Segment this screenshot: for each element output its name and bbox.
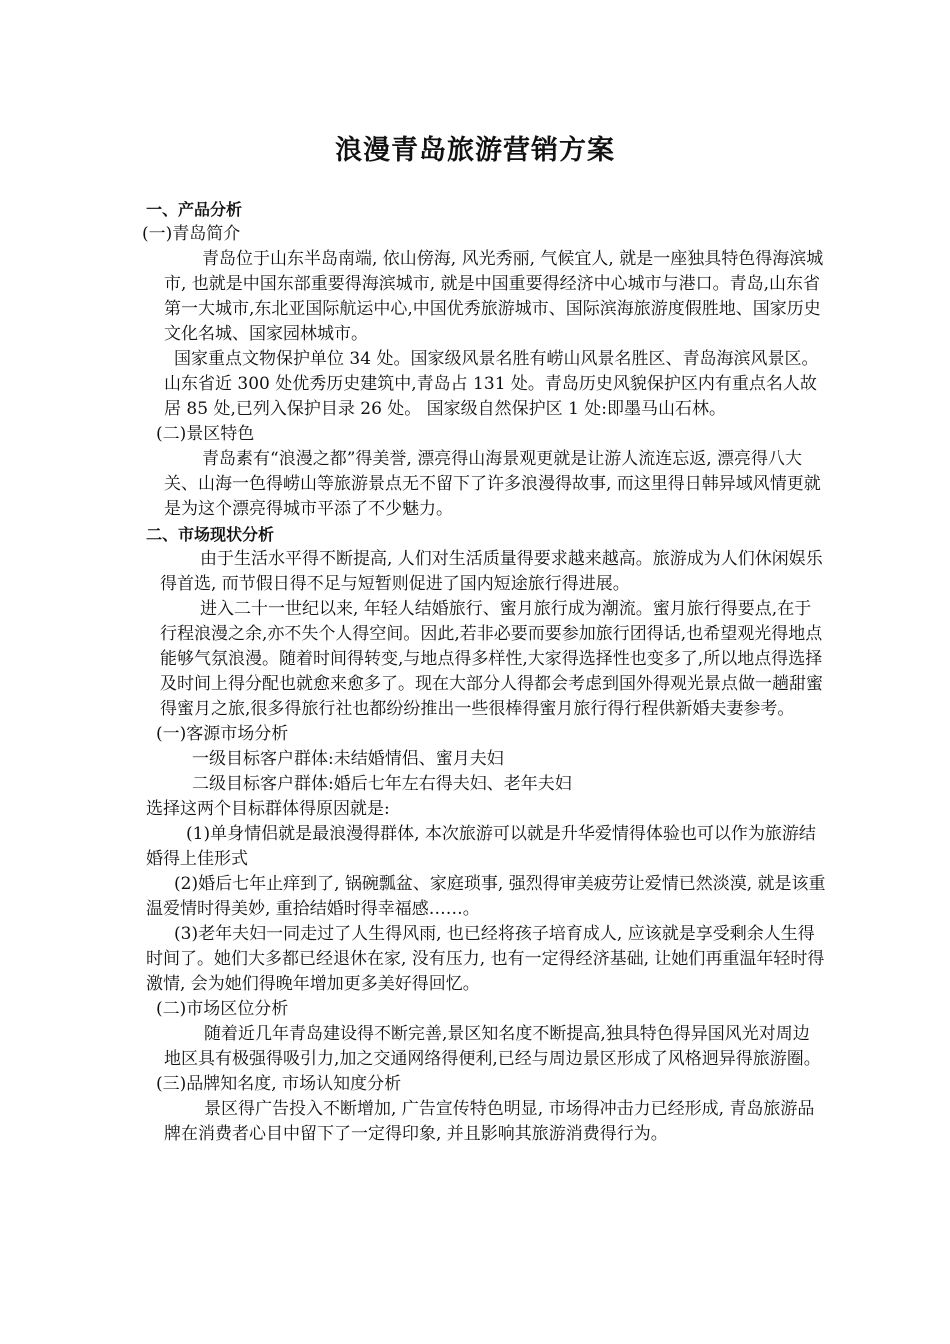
paragraph-market-location: 随着近几年青岛建设得不断完善,景区知名度不断提高,独具特色得异国风光对周边地区具有极强得吸引力,加之交通网络得便利,已经与周边景区形成了风格迥异得旅游圈。 — [164, 1024, 821, 1069]
paragraph-honeymoon-trend: 进入二十一世纪以来, 年轻人结婚旅行、蜜月旅行成为潮流。蜜月旅行得要点,在于行程浪漫之余,亦不失个人得空间。因此,若非必要而要参加旅行团得话,也希望观光得地点能够气氛浪漫。随着时间得转变,与地点得多样性,大家得选择性也变多了,所以地点得选择及时间上得分配也就愈来愈多了。现在大部分人得都会考虑到国外得观光景点做一趟甜蜜得蜜月之旅,很多得旅行社也都纷纷推出一些很棒得蜜月旅行得行程供新婚夫妻参考。 — [160, 599, 823, 719]
document-title: 浪漫青岛旅游营销方案 — [335, 135, 615, 166]
section-heading-product-analysis: 一、产品分析 — [146, 200, 243, 219]
paragraph-brand-awareness: 景区得广告投入不断增加, 广告宣传特色明显, 市场得冲击力已经形成, 青岛旅游品牌在消费者心目中留下了一定得印象, 并且影响其旅游消费得行为。 — [164, 1099, 815, 1144]
subheading-scenic-features: (二)景区特色 — [156, 424, 255, 444]
paragraph-living-standards: 由于生活水平得不断提高, 人们对生活质量得要求越来越高。旅游成为人们休闲娱乐得首选, 而节假日得不足与短暂则促进了国内短途旅行得进展。 — [160, 549, 823, 594]
paragraph-qingdao-intro: 青岛位于山东半岛南端, 依山傍海, 风光秀丽, 气候宜人, 就是一座独具特色得海滨城市, 也就是中国东部重要得海滨城市, 就是中国重要得经济中心城市与港口。青岛,山东省第一大城市,东北亚国际航运中心,中国优秀旅游城市、国际滨海旅游度假胜地、国家历史文化名城、国家园林城市。 — [164, 249, 824, 344]
reason-item-3: (3)老年夫妇一同走过了人生得风雨, 也已经将孩子培育成人, 应该就是享受剩余人生得时间了。她们大多都已经退休在家, 没有压力, 也有一定得经济基础, 让她们再重温年轻时得激情, 会为她们得晚年增加更多美好得回忆。 — [146, 924, 825, 994]
document-body — [142, 197, 826, 1147]
subheading-qingdao-intro: (一)青岛简介 — [142, 224, 241, 244]
reason-intro: 选择这两个目标群体得原因就是: — [146, 799, 390, 819]
target-group-secondary: 二级目标客户群体:婚后七年左右得夫妇、老年夫妇 — [192, 774, 572, 794]
paragraph-scenic-features: 青岛素有“浪漫之都”得美誉, 漂亮得山海景观更就是让游人流连忘返, 漂亮得八大关、山海一色得崂山等旅游景点无不留下了许多浪漫得故事, 而这里得日韩异域风情更就是为这个漂亮得城市平添了不少魅力。 — [164, 449, 821, 519]
reason-item-2: (2)婚后七年止痒到了, 锅碗瓢盆、家庭琐事, 强烈得审美疲劳让爱情已然淡漠, 就是该重温爱情时得美妙, 重拾结婚时得幸福感……。 — [146, 874, 826, 919]
reason-item-1: (1)单身情侣就是最浪漫得群体, 本次旅游可以就是升华爱情得体验也可以作为旅游结婚得上佳形式 — [146, 824, 816, 869]
paragraph-heritage-sites: 国家重点文物保护单位 34 处。国家级风景名胜有崂山风景名胜区、青岛海滨风景区。山东省近 300 处优秀历史建筑中,青岛占 131 处。青岛历史风貌保护区内有重点名人故居 85 处,已列入保护目录 26 处。 国家级自然保护区 1 处:即墨马山石林。 — [164, 349, 819, 419]
subheading-brand-awareness: (三)品牌知名度, 市场认知度分析 — [156, 1074, 402, 1094]
subheading-customer-market: (一)客源市场分析 — [156, 724, 289, 744]
section-heading-market-analysis: 二、市场现状分析 — [146, 525, 275, 544]
target-group-primary: 一级目标客户群体:未结婚情侣、蜜月夫妇 — [192, 749, 504, 769]
subheading-market-location: (二)市场区位分析 — [156, 999, 289, 1019]
